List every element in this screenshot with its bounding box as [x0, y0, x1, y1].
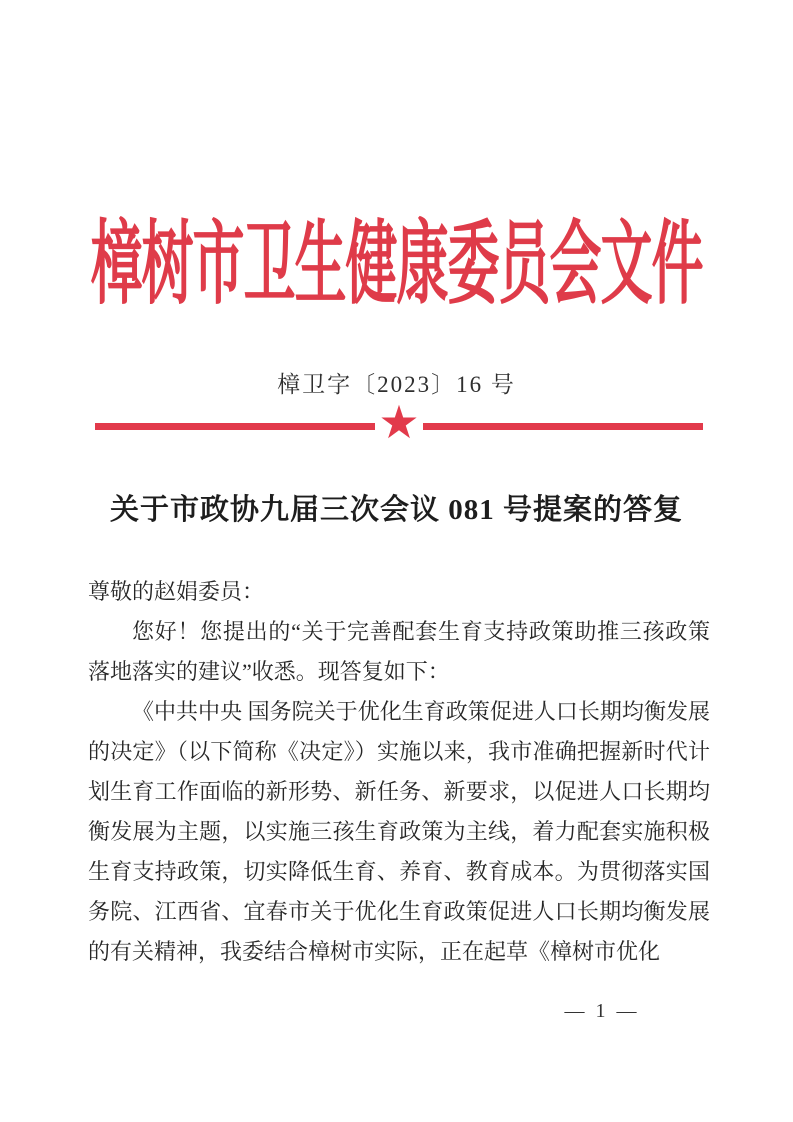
page-number: — 1 —	[564, 1000, 640, 1022]
document-title: 关于市政协九届三次会议 081 号提案的答复	[109, 494, 683, 526]
document-reference-number: 樟卫字〔2023〕16 号	[277, 372, 516, 397]
agency-header	[0, 190, 793, 316]
salutation-line: 尊敬的赵娟委员：	[88, 579, 265, 604]
red-divider	[95, 397, 703, 448]
body-paragraph: 《中共中央 国务院关于优化生育政策促进人口长期均衡发展的决定》（以下简称《决定》）实施以来，我市准确把握新时代计划生育工作面临的新形势、新任务、新要求，以促进人口长期均衡发展为主题，以实施三孩生育政策为主线，着力配套实施积极生育支持政策，切实降低生育、养育、教育成本。为贯彻落实国务院、江西省、宜春市关于优化生育政策促进人口长期均衡发展的有关精神，我委结合樟树市实际，正在起草《樟树市优化	[88, 699, 710, 964]
divider-line-left	[95, 423, 375, 430]
divider-line-right	[423, 423, 703, 430]
body-paragraph: 您好！您提出的“关于完善配套生育支持政策助推三孩政策落地落实的建议”收悉。现答复如下：	[88, 619, 710, 684]
document-body	[88, 572, 710, 972]
agency-header-title: 樟树市卫生健康委员会文件	[90, 216, 703, 316]
star-icon: ★	[378, 397, 420, 448]
